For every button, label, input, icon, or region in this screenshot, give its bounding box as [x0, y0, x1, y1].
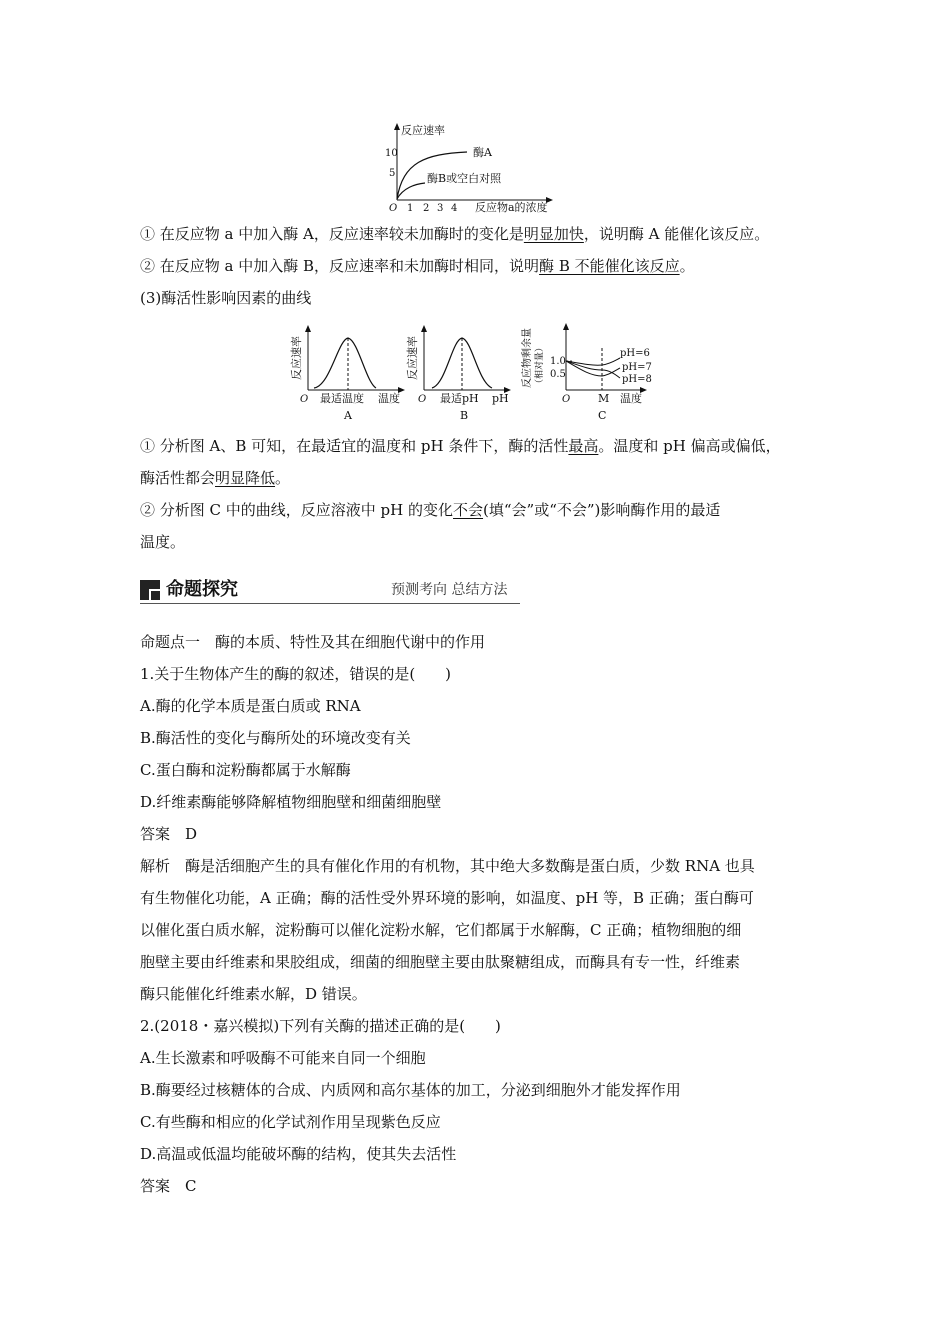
q2-option-c: C.有些酶和相应的化学试剂作用呈现紫色反应	[140, 1113, 441, 1131]
section-subtitle: 预测考向 总结方法	[391, 582, 508, 598]
y-axis-arrow	[394, 123, 400, 130]
y-tick-5: 5	[389, 168, 396, 179]
x-tick-1: 1	[407, 203, 414, 214]
paragraph-3-line-2: 酶活性都会明显降低。	[140, 469, 291, 487]
y-tick-10: 10	[385, 148, 398, 159]
fig-c-caption: C	[598, 409, 607, 422]
q1-analysis-line-3: 以催化蛋白质水解，淀粉酶可以催化淀粉水解，它们都属于水解酶，C 正确；植物细胞的细	[140, 921, 742, 939]
fig-a-caption: A	[344, 409, 352, 422]
fig-c-series-ph6: pH=6	[620, 348, 650, 359]
paragraph-2: ② 在反应物 a 中加入酶 B，反应速率和未加酶时相同，说明酶 B 不能催化该反应。	[140, 257, 695, 275]
q1-analysis-line-2: 有生物催化功能，A 正确；酶的活性受外界环境的影响，如温度、pH 等，B 正确；蛋白酶可	[140, 889, 754, 907]
fig-c-y-tick-05: 0.5	[550, 369, 566, 380]
q1-stem: 1.关于生物体产生的酶的叙述，错误的是( )	[140, 665, 452, 683]
figure-enzyme-rate-vs-concentration	[385, 122, 570, 214]
fig-c-series-ph7: pH=7	[622, 362, 652, 373]
fig-c-curve-ph8	[566, 361, 620, 378]
fig-c-series-ph8: pH=8	[622, 374, 652, 385]
answer-5: 不会	[453, 501, 484, 519]
q1-option-b: B.酶活性的变化与酶所处的环境改变有关	[140, 729, 411, 747]
q2-stem: 2.(2018・嘉兴模拟)下列有关酶的描述正确的是( )	[140, 1017, 501, 1035]
q1-answer: 答案 D	[140, 825, 198, 843]
fig-c-x-end: 温度	[620, 392, 642, 405]
paragraph-1: ① 在反应物 a 中加入酶 A，反应速率较未加酶时的变化是明显加快，说明酶 A 能催化该反应。	[140, 225, 770, 243]
topic-heading: 命题点一 酶的本质、特性及其在细胞代谢中的作用	[140, 633, 486, 651]
y-axis-label: 反应速率	[401, 124, 445, 137]
origin-label: O	[389, 203, 398, 214]
subheading-3: (3)酶活性影响因素的曲线	[140, 289, 312, 307]
q2-option-a: A.生长激素和呼吸酶不可能来自同一个细胞	[140, 1049, 426, 1067]
x-tick-4: 4	[451, 203, 458, 214]
paragraph-4-line-2: 温度。	[140, 533, 186, 551]
q1-option-c: C.蛋白酶和淀粉酶都属于水解酶	[140, 761, 351, 779]
fig-a-origin: O	[300, 394, 309, 405]
fig-c-y-tick-1: 1.0	[550, 356, 566, 367]
fig-b-x-end: pH	[492, 392, 509, 405]
q1-option-a: A.酶的化学本质是蛋白质或 RNA	[140, 697, 361, 715]
curve-enzyme-a-label: 酶A	[473, 146, 492, 159]
curve-enzyme-b-label: 酶B或空白对照	[427, 172, 502, 185]
answer-2: 酶 B 不能催化该反应	[539, 257, 680, 275]
x-tick-2: 2	[423, 203, 430, 214]
fig-a-x-end: 温度	[378, 392, 400, 405]
section-rule	[140, 603, 520, 604]
answer-4: 明显降低	[215, 469, 276, 487]
section-header	[140, 578, 520, 604]
q2-option-b: B.酶要经过核糖体的合成、内质网和高尔基体的加工，分泌到细胞外才能发挥作用	[140, 1081, 681, 1099]
q1-option-d: D.纤维素酶能够降解植物细胞壁和细菌细胞壁	[140, 793, 442, 811]
figure-b-rate-vs-ph	[406, 322, 516, 426]
q1-analysis-line-5: 酶只能催化纤维素水解，D 错误。	[140, 985, 367, 1003]
answer-1: 明显加快	[523, 225, 584, 243]
answer-3: 最高	[568, 437, 599, 455]
fig-c-origin: O	[562, 394, 571, 405]
fig-c-y-label: 反应物剩余量	[522, 328, 533, 388]
fig-b-origin: O	[418, 394, 427, 405]
fig-a-x-mid: 最适温度	[320, 392, 364, 405]
figure-a-rate-vs-temperature	[290, 322, 410, 426]
x-tick-3: 3	[437, 203, 444, 214]
section-title: 命题探究	[166, 579, 238, 600]
fig-b-y-label: 反应速率	[406, 336, 419, 380]
fig-c-y-label-sub: （相对量）	[535, 342, 545, 388]
fig-b-x-mid: 最适pH	[440, 392, 479, 405]
fig-b-caption: B	[460, 409, 469, 422]
fig-a-curve	[314, 338, 376, 388]
q1-analysis-line-1: 解析 酶是活细胞产生的具有催化作用的有机物，其中绝大多数酶是蛋白质，少数 RNA 也具	[140, 857, 755, 875]
fig-c-x-mid: M	[598, 392, 610, 405]
x-axis-label: 反应物a的浓度	[475, 201, 548, 214]
q1-analysis-line-4: 胞壁主要由纤维素和果胶组成，细菌的细胞壁主要由肽聚糖组成，而酶具有专一性，纤维素	[140, 953, 741, 971]
figure-c-remaining-vs-temperature	[516, 318, 666, 426]
fig-a-y-label: 反应速率	[290, 336, 303, 380]
curve-enzyme-b	[397, 183, 425, 199]
q2-answer: 答案 C	[140, 1177, 197, 1195]
q2-option-d: D.高温或低温均能破坏酶的结构，使其失去活性	[140, 1145, 457, 1163]
paragraph-4-line-1: ② 分析图 C 中的曲线，反应溶液中 pH 的变化不会(填“会”或“不会”)影响酶作用的最适	[140, 501, 721, 519]
paragraph-3-line-1: ① 分析图 A、B 可知，在最适宜的温度和 pH 条件下，酶的活性最高。温度和 pH 偏高或偏低，	[140, 437, 781, 455]
